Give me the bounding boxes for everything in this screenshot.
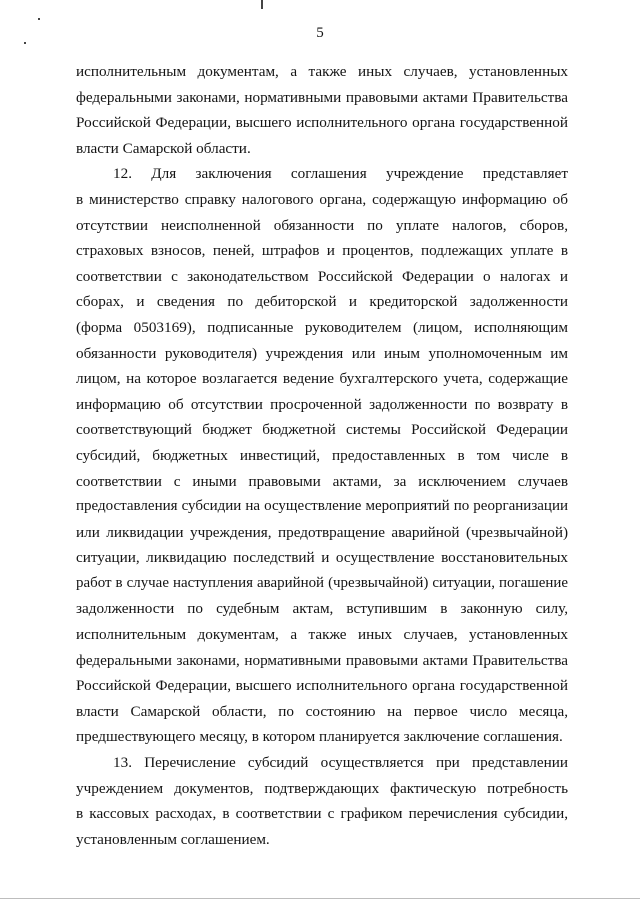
text-line: Российской Федерации, высшего исполнительного органа государственной [76,114,568,132]
text-line: обязанности руководителя) учреждения или иным уполномоченным им [76,344,568,362]
text-line: ситуации, ликвидацию последствий и осуществление восстановительных [76,549,568,567]
text-line: отсутствии неисполненной обязанности по уплате налогов, сборов, [76,216,568,234]
text-line: предоставления субсидии на осуществление мероприятий по реорганизации [76,498,568,515]
text-line: сборах, и сведения по дебиторской и кредиторской задолженности [76,293,568,311]
text-line: соответствии с иными правовыми актами, за исключением случаев [76,472,568,490]
paragraph-item-12 [76,161,568,750]
text-line: власти Самарской области, по состоянию на первое число месяца, [76,702,568,720]
text-line: соответствующий бюджет бюджетной системы Российской Федерации [76,421,568,439]
text-line: информацию об отсутствии просроченной задолженности по возврату в [76,395,568,413]
text-line: 12. Для заключения соглашения учреждение представляет [113,165,568,183]
text-line: Российской Федерации, высшего исполнительного органа государственной [76,677,568,695]
document-body [76,59,568,852]
text-line: учреждением документов, подтверждающих фактическую потребность [76,779,568,797]
paragraph-continuation [76,59,568,161]
text-line: субсидий, бюджетных инвестиций, предоставленных в том числе в [76,446,568,464]
text-line: 13. Перечисление субсидий осуществляется при представлении [113,754,568,772]
text-line: в министерство справку налогового органа, содержащую информацию об [76,190,568,208]
page-number: 5 [316,25,324,41]
scan-mark-left-2 [24,42,26,44]
text-line: или ликвидации учреждения, предотвращение аварийной (чрезвычайной) [76,523,568,541]
text-line: предшествующего месяцу, в котором планируется заключение соглашения. [76,728,563,746]
scan-mark-top [261,0,263,9]
text-line: соответствии с законодательством Российской Федерации о налогах и [76,267,568,285]
text-line: федеральными законами, нормативными правовыми актами Правительства [76,88,568,106]
text-line: федеральными законами, нормативными правовыми актами Правительства [76,651,568,669]
text-line: лицом, на которое возлагается ведение бухгалтерского учета, содержащие [76,370,568,388]
text-line: установленным соглашением. [76,830,270,848]
text-line: исполнительным документам, а также иных случаев, установленных [76,63,568,80]
text-line: власти Самарской области. [76,139,251,157]
scan-mark-left [38,18,40,20]
text-line: задолженности по судебным актам, вступившим в законную силу, [76,600,568,618]
scan-edge-line [0,898,640,899]
text-line: страховых взносов, пеней, штрафов и процентов, подлежащих уплате в [76,242,568,260]
text-line: работ в случае наступления аварийной (чрезвычайной) ситуации, погашение [76,574,568,591]
text-line: в кассовых расходах, в соответствии с графиком перечисления субсидии, [76,805,568,823]
paragraph-item-13 [76,750,568,852]
text-line: (форма 0503169), подписанные руководителем (лицом, исполняющим [76,318,568,336]
text-line: исполнительным документам, а также иных случаев, установленных [76,626,568,644]
